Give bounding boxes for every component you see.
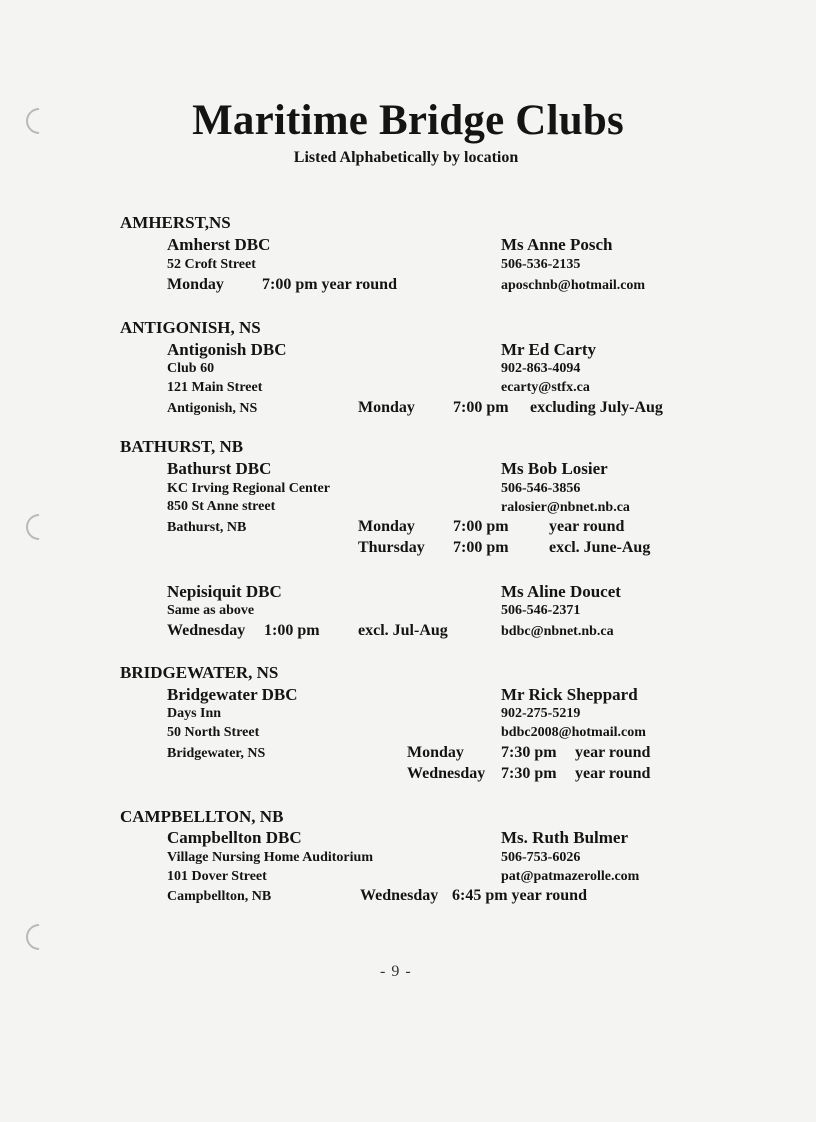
contact-name: Mr Ed Carty (501, 340, 597, 359)
contact-phone: 506-546-3856 (501, 481, 581, 496)
schedule-day: Monday (407, 744, 464, 761)
schedule-note: year round (575, 765, 651, 782)
club-name: Nepisiquit DBC (167, 582, 282, 601)
contact-email: pat@patmazerolle.com (501, 869, 640, 884)
schedule-note: year round (575, 744, 651, 761)
contact-email: bdbc@nbnet.nb.ca (501, 624, 614, 639)
schedule-note: year round (549, 518, 625, 535)
contact-phone: 506-536-2135 (501, 257, 581, 272)
club-name: Amherst DBC (167, 235, 271, 254)
schedule-time: 7:30 pm (501, 765, 557, 782)
page-title: Maritime Bridge Clubs (192, 97, 624, 144)
location-heading: CAMPBELLTON, NB (120, 807, 284, 826)
club-name: Antigonish DBC (167, 340, 287, 359)
schedule-day: Monday (167, 276, 224, 293)
contact-phone: 902-275-5219 (501, 706, 581, 721)
club-name: Campbellton DBC (167, 828, 302, 847)
club-address: 121 Main Street (167, 380, 263, 395)
schedule-day: Thursday (358, 539, 425, 556)
contact-phone: 506-546-2371 (501, 603, 581, 618)
location-heading: BRIDGEWATER, NS (120, 663, 279, 682)
page-subtitle: Listed Alphabetically by location (293, 149, 519, 166)
contact-name: Ms Aline Doucet (501, 582, 621, 601)
contact-name: Ms Bob Losier (501, 459, 608, 478)
schedule-day: Monday (358, 399, 415, 416)
contact-email: aposchnb@hotmail.com (501, 278, 646, 293)
club-address: 52 Croft Street (167, 257, 256, 272)
schedule-time: 7:30 pm (501, 744, 557, 761)
location-heading: AMHERST,NS (120, 213, 231, 232)
schedule-time: 7:00 pm (453, 518, 509, 535)
schedule-note: excl. Jul-Aug (358, 622, 448, 639)
binder-hole (21, 919, 58, 956)
contact-phone: 506-753-6026 (501, 850, 581, 865)
club-address: Bathurst, NB (167, 520, 247, 535)
contact-name: Mr Rick Sheppard (501, 685, 638, 704)
club-address: Campbellton, NB (167, 889, 272, 904)
club-address: Bridgewater, NS (167, 746, 266, 761)
club-address: KC Irving Regional Center (167, 481, 330, 496)
club-name: Bathurst DBC (167, 459, 272, 478)
club-address: Days Inn (167, 706, 222, 721)
schedule-day: Wednesday (407, 765, 486, 782)
schedule-time: 1:00 pm (264, 622, 320, 639)
club-address: 50 North Street (167, 725, 260, 740)
club-address: 101 Dover Street (167, 869, 267, 884)
binder-hole (21, 509, 58, 546)
schedule-time: 6:45 pm year round (452, 887, 587, 904)
schedule-day: Monday (358, 518, 415, 535)
schedule-note: excl. June-Aug (549, 539, 651, 556)
club-address: Club 60 (167, 361, 215, 376)
location-heading: ANTIGONISH, NS (120, 318, 261, 337)
page-number: - 9 - (380, 963, 412, 980)
club-address: Antigonish, NS (167, 401, 258, 416)
schedule-day: Wednesday (167, 622, 246, 639)
schedule-time: 7:00 pm (453, 539, 509, 556)
schedule-time: 7:00 pm (453, 399, 509, 416)
contact-email: bdbc2008@hotmail.com (501, 725, 646, 740)
club-address: 850 St Anne street (167, 499, 276, 514)
contact-name: Ms Anne Posch (501, 235, 613, 254)
contact-email: ecarty@stfx.ca (501, 380, 590, 395)
club-name: Bridgewater DBC (167, 685, 298, 704)
club-address: Same as above (167, 603, 255, 618)
club-address: Village Nursing Home Auditorium (167, 850, 373, 865)
schedule-note: excluding July-Aug (530, 399, 663, 416)
contact-name: Ms. Ruth Bulmer (501, 828, 629, 847)
contact-phone: 902-863-4094 (501, 361, 581, 376)
contact-email: ralosier@nbnet.nb.ca (501, 500, 630, 515)
schedule-day: Wednesday (360, 887, 439, 904)
location-heading: BATHURST, NB (120, 437, 244, 456)
schedule-time: 7:00 pm year round (262, 276, 397, 293)
